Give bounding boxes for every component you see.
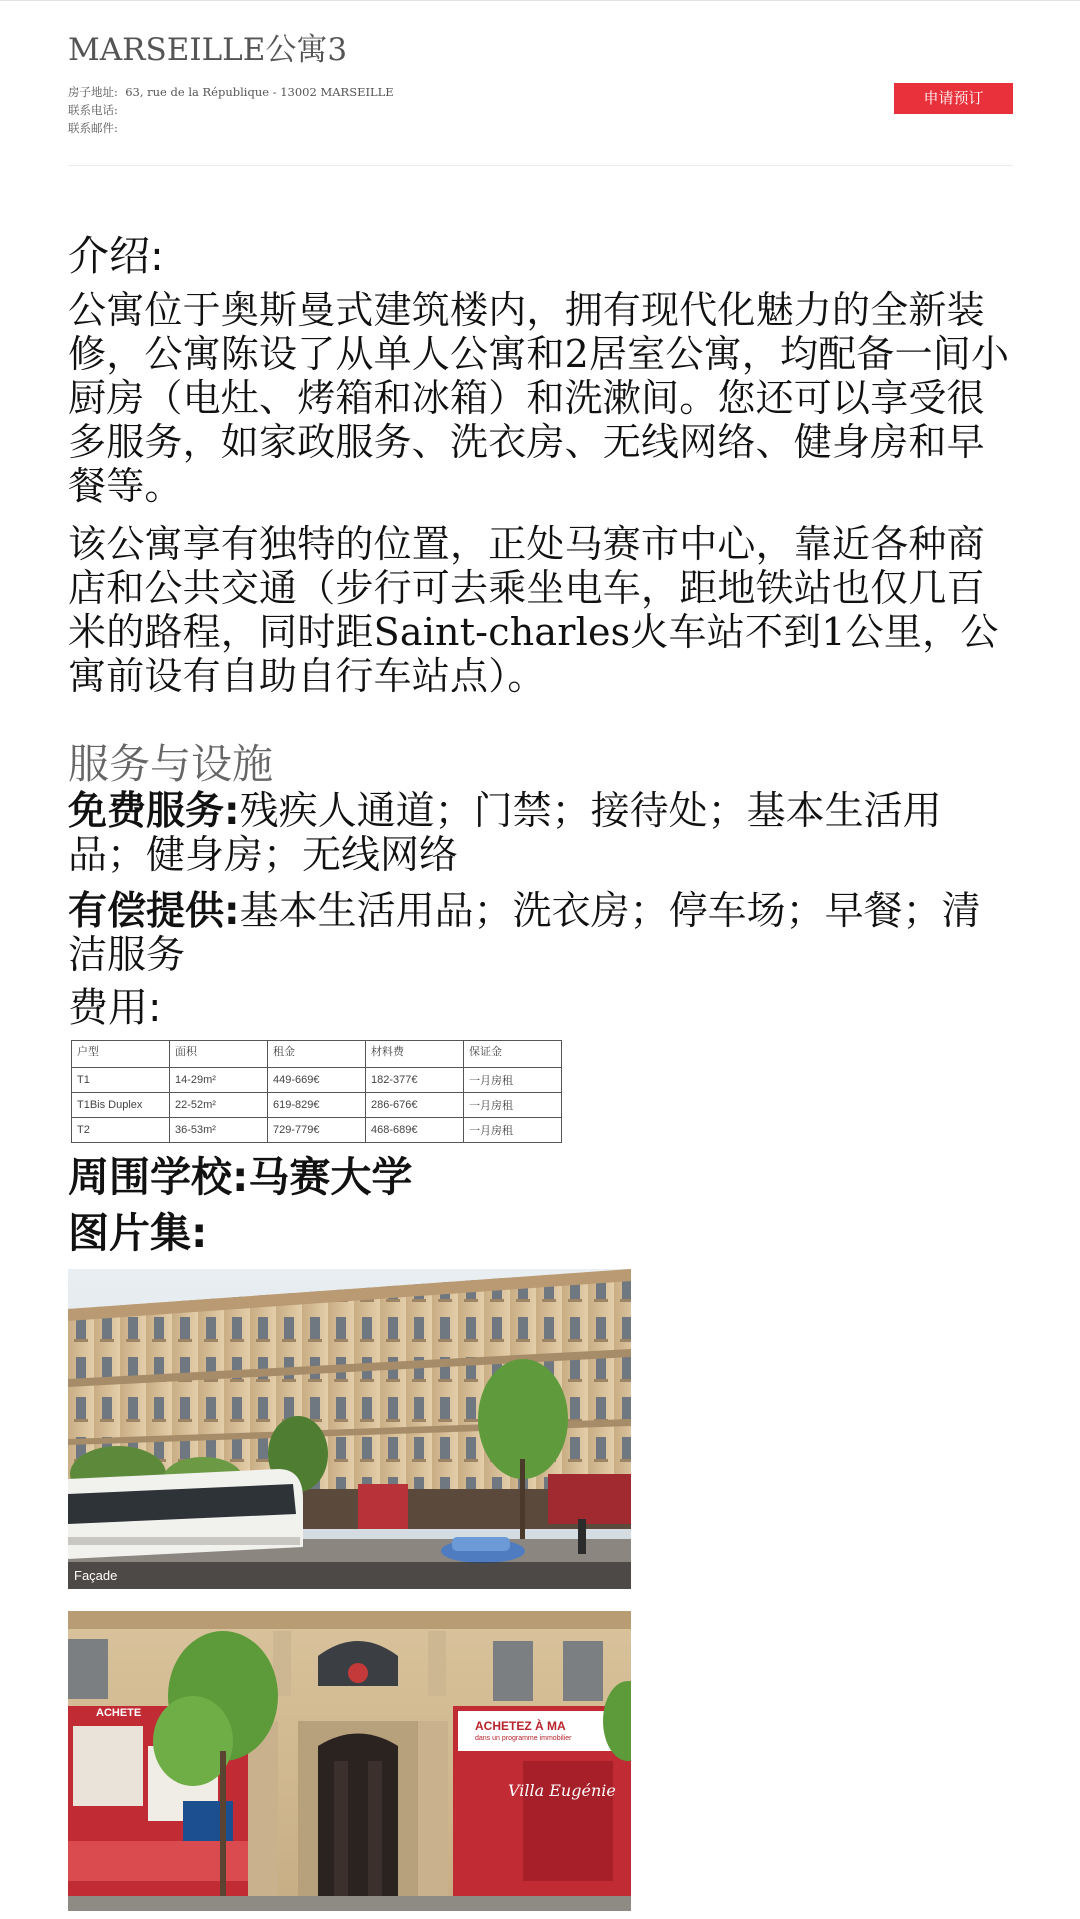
fees-header-cell: 租金 — [268, 1041, 366, 1068]
fees-row — [72, 1093, 562, 1118]
fees-cell: T2 — [72, 1118, 170, 1143]
fees-cell: T1Bis Duplex — [72, 1093, 170, 1118]
book-button[interactable]: 申请预订 — [894, 83, 1013, 114]
listing-header — [68, 0, 1013, 166]
address-value: 63, rue de la République - 13002 MARSEILLE — [125, 85, 394, 99]
fees-cell: 182-377€ — [366, 1068, 464, 1093]
fees-cell: 14-29m² — [170, 1068, 268, 1093]
fees-header-row — [72, 1041, 562, 1068]
fees-header-cell: 户型 — [72, 1041, 170, 1068]
paid-services-label: 有偿提供: — [68, 889, 240, 934]
fees-header-cell: 保证金 — [464, 1041, 562, 1068]
fees-header-cell: 面积 — [170, 1041, 268, 1068]
banner-text-left: ACHETE — [96, 1707, 142, 1719]
phone-line — [68, 101, 394, 119]
entrance-image — [68, 1611, 631, 1911]
paid-services — [68, 890, 1013, 978]
email-line — [68, 119, 394, 137]
fees-cell: 468-689€ — [366, 1118, 464, 1143]
address-label: 房子地址: — [68, 85, 118, 99]
fees-cell: 619-829€ — [268, 1093, 366, 1118]
intro-paragraph-1: 公寓位于奥斯曼式建筑楼内，拥有现代化魅力的全新装修，公寓陈设了从单人公寓和2居室公寓，均配备一间小厨房（电灶、烤箱和冰箱）和洗漱间。您还可以享受很多服务，如家政服务、洗衣房、无线网络、健身房和早餐等。 — [68, 288, 1010, 508]
fees-cell: 一月房租 — [464, 1068, 562, 1093]
fees-cell: 22-52m² — [170, 1093, 268, 1118]
fees-cell: 一月房租 — [464, 1118, 562, 1143]
free-services-items: 残疾人通道；门禁；接待处；基本生活用品；健身房；无线网络 — [68, 789, 942, 878]
facade-image — [68, 1269, 631, 1589]
photo-caption: Façade — [68, 1562, 631, 1589]
fees-cell: 36-53m² — [170, 1118, 268, 1143]
email-label: 联系邮件: — [68, 121, 118, 135]
intro-paragraph-2: 该公寓享有独特的位置，正处马赛市中心，靠近各种商店和公共交通（步行可去乘坐电车，距地铁站也仅几百米的路程，同时距Saint-charles火车站不到1公里，公寓前设有自助自行车站点）。 — [68, 522, 999, 698]
gallery-photo-entrance[interactable] — [68, 1611, 631, 1911]
fees-cell: T1 — [72, 1068, 170, 1093]
fees-cell: 449-669€ — [268, 1068, 366, 1093]
banner-sub-right: dans un programme immobilier — [475, 1735, 572, 1742]
free-services — [68, 790, 1013, 878]
fees-cell: 286-676€ — [366, 1093, 464, 1118]
address-line — [68, 83, 394, 101]
contact-info — [68, 83, 394, 137]
fees-table — [71, 1040, 562, 1143]
fees-header-cell: 材料费 — [366, 1041, 464, 1068]
free-services-label: 免费服务: — [68, 789, 240, 834]
fees-cell: 729-779€ — [268, 1118, 366, 1143]
listing-content — [68, 228, 1013, 1911]
banner-text-right: ACHETEZ À MA — [475, 1719, 566, 1733]
fees-row — [72, 1118, 562, 1143]
phone-label: 联系电话: — [68, 103, 118, 117]
villa-logo-text: Villa Eugénie — [508, 1781, 616, 1800]
fees-heading: 费用: — [68, 985, 162, 1031]
page-title: MARSEILLE公寓3 — [68, 32, 348, 68]
gallery-heading: 图片集: — [68, 1209, 208, 1257]
paid-services-items: 基本生活用品；洗衣房；停车场；早餐；清洁服务 — [68, 889, 981, 978]
page-container — [68, 0, 1013, 1800]
fees-cell: 一月房租 — [464, 1093, 562, 1118]
services-heading: 服务与设施 — [68, 740, 273, 788]
fees-row — [72, 1068, 562, 1093]
nearby-school: 周围学校:马赛大学 — [68, 1153, 413, 1201]
intro-heading: 介绍: — [68, 232, 164, 280]
gallery-photo-facade[interactable] — [68, 1269, 631, 1589]
